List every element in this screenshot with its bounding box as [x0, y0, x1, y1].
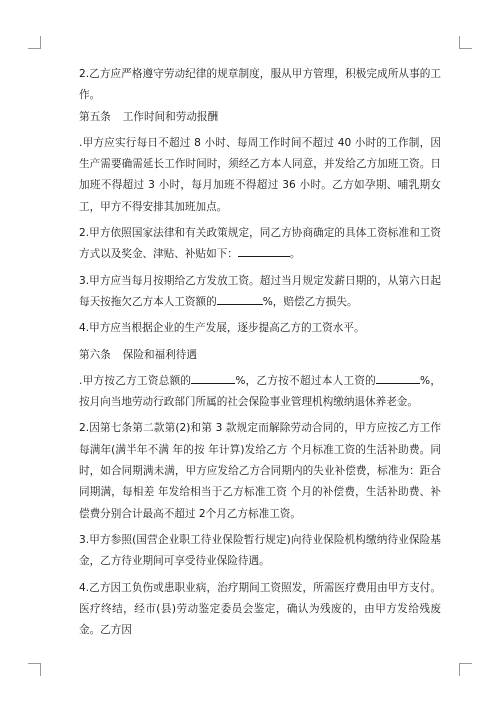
- section-heading-6: [79, 345, 441, 366]
- paragraph-text: 4.甲方应当根据企业的生产发展，逐步提高乙方的工资水平。: [79, 322, 365, 335]
- paragraph-text: .甲方按乙方工资总额的: [79, 374, 192, 387]
- fill-in-blank[interactable]: [191, 371, 235, 384]
- paragraph: [79, 371, 441, 414]
- section-number: 第五条: [79, 110, 111, 123]
- paragraph-text: .甲方应实行每日不超过 8 小时、每周工作时间不超过 40 小时的工作制，因生产需要确需延长工作时间时，须经乙方本人同意，并发给乙方加班工资。日加班不得超过 3 小时，每月加班不得超过 36 小时。乙方如孕期、哺乳期女工，甲方不得安排其加班加点。: [79, 136, 441, 213]
- paragraph: [79, 318, 441, 339]
- fill-in-blank[interactable]: [376, 371, 420, 384]
- paragraph-text-mid: %，乙方按不超过本人工资的: [235, 374, 377, 387]
- paragraph: [79, 530, 441, 573]
- paragraph-text: 3.甲方参照(国营企业职工待业保险暂行规定)向待业保险机构缴纳待业保险基金，乙方待业期间可享受待业保险待遇。: [79, 533, 441, 568]
- paragraph: [79, 64, 441, 107]
- crop-mark-top-right: [459, 36, 472, 49]
- crop-mark-bottom-right: [459, 663, 472, 676]
- paragraph: [79, 418, 441, 524]
- paragraph-text: 2.甲方依照国家法律和有关政策规定，同乙方协商确定的具体工资标准和工资方式以及奖金、津贴、补贴如下：: [79, 227, 441, 261]
- section-title: 保险和福利待遇: [122, 348, 197, 361]
- paragraph-text-tail: 。: [289, 248, 301, 261]
- section-heading-5: [79, 107, 441, 128]
- crop-mark-bottom-left: [28, 663, 41, 676]
- paragraph-text: 4.乙方因工负伤或患职业病，治疗期间工资照发，所需医疗费用由甲方支付。医疗终结，经市(县)劳动鉴定委员会鉴定，确认为残废的，由甲方发给残废金。乙方因: [79, 581, 441, 637]
- paragraph-text-tail: %，赔偿乙方损失。: [262, 295, 358, 308]
- paragraph: [79, 578, 441, 642]
- paragraph-text: 3.甲方应当每月按期给乙方发放工资。超过当月规定发薪日期的，从第六日起每天按拖欠乙方本人工资额的: [79, 274, 441, 308]
- paragraph-text: 2.乙方应严格遵守劳动纪律的规章制度，服从甲方管理，积极完成所从事的工作。: [79, 68, 441, 102]
- paragraph: [79, 271, 441, 314]
- paragraph: [79, 133, 441, 218]
- paragraph-text: 2.因第七条第二款第(2)和第 3 款规定而解除劳动合同的，甲方应按乙方工作每满年(满半年不满 年的按 年计算)发给乙方 个月标准工资的生活补助费。同时，如合同期满未满，甲方应发给乙方合同期内的失业补偿费，标准为：距合同期满，每相差 年发给相当于乙方标准工资 个月的补偿费，生活补助费、补偿费分别合计最高不超过 2个月乙方标准工资。: [79, 422, 441, 520]
- section-title: 工作时间和劳动报酬: [122, 110, 219, 123]
- fill-in-blank[interactable]: [238, 244, 290, 257]
- document-body: [79, 64, 441, 641]
- fill-in-blank[interactable]: [217, 292, 263, 305]
- paragraph: [79, 223, 441, 266]
- section-number: 第六条: [79, 348, 111, 361]
- crop-mark-top-left: [28, 36, 41, 49]
- paragraph-text-tail: %，按月向当地劳动行政部门所属的社会保险事业管理机构缴纳退休养老金。: [79, 374, 441, 409]
